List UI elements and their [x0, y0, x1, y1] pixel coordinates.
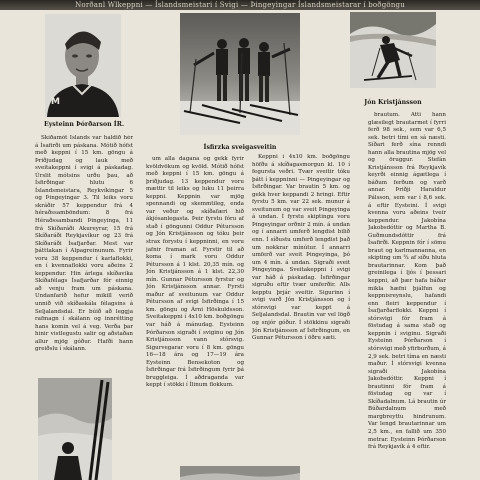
column-2-text: um alla dagana og gekk fyrir kvöldvökum og kvöld. Mótið hófst með keppni í 15 km. göngu á þriðjudag. 13 keppendur voru mættir til leiks og luku 11 þeirra keppni. Keppnin var mjög spennandi og skemmtileg, enda var veður og skíðafæri hið ákjósanlegasta. Þeir fyrstu fóru af stað í göngunni Oddur Pétursson og Jón Kristjánsson og tóku þeir strax forystu í keppninni, en voru jafnir framan af. Fyrstir til að koma í mark voru Oddur Pétursson á 1 klst. 20,35 mín. og Jón Kristjánsson á 1 klst. 22,30 mín. Gunnar Pétursson fyrstur og Jón Kristjánsson annar. Fyrsti maður af sveitunum var Oddur Pétursson af svigi Ísfirðinga í 15 km. göngu og Árni Höskuldsson. Sveitakeppni í 4x10 km. boðgöngu var háð á mánudag. Eysteinn Þórðarson sigraði í sviginu og Jón Kristjánsson vann stórsvig. Sigurvegarar voru í 8 km. göngu 16—18 ára og 17—19 ára Eysteinn Bensekoton og Ísfirðingar frá Ísfirðingum fyrir þá bruggleiga. Í aðdraganda var keppt í stökki í Ílinum flokkum. — [146, 156, 244, 389]
column-3-text: Keppni í 4x10 km. boðgöngu höfðu á skíðagasmorgun kl. 10 í fegursta veðri. Tvær sveitir tóku þátt í keppninni — Þingeyingar og Ísfirðingar. Var brautin 5 km. og gekk hver keppandi 2 hringi. Eftir fyrstu 5 km. var 22 sek. munur á sveitunum og var sveit Þingeyinga á undan. Í fyrstu skiptingu voru Þingeyingar orðnir 2 mín. á undan og í annarri umferð lengdist bilið enn. Í síðustu umferð lengdist það um nokkrar mínútur. Í annarri umferð var sveit Þingeyinga, þó um 4 mín. á undan. Sigraði sveit Þingeyinga. Sveitakeppni í svigi var háð á páskadag. Ísfirðingar sigruðu eftir tvær umferðir. Alls kepptu þrjár sveitir. Sigurinn í svigi varð Jón Kristjánsson og í stórsvigi var keppt á Seljalandsdal. Brautin var vel lögð og snjór góður. Í stökkinu sigraði Jón Kristjánsson af Ísfirðingum, en Gunnar Pétursson í öðru sæti. — [252, 154, 350, 342]
group-caption: Ísfirzka sveigasveitin — [203, 144, 277, 151]
page-headline: Norðanl Wlkeppni — Íslandsmeistari í Svigi — Þingeyingar Íslandsmeistarar í boðgöngu — [0, 0, 480, 10]
group-photo — [180, 13, 300, 135]
article-column-2 — [146, 156, 244, 468]
right-skier-caption: Jón Kristjánsson — [364, 99, 422, 106]
group-image — [180, 13, 300, 135]
article-column-1 — [35, 135, 133, 371]
column-1-text: Skíðamót Íslands var haldið hér á Ísafirði um páskana. Mótið hófst með keppni í 15 km. göngu á Þriðjudag og lauk með sveitakeppni í svigi á páskadag. Úrslit mótsins urðu þau, að Ísfirðingar hlutu 6 Íslandsmeistara, Reykvíkingar 5 og Þingeyingar 3. Til leiks voru skráðir 57 keppendur frá 4 héraðssamböndum: 8 frá Héraðssambandi Þingeyinga, 11 frá Skíðaráði Akureyrar, 15 frá Skíðaráði Reykjavíkur og 23 frá Skíðaráði Ísafjarðar. Mest var þátttakan í Alpagreinunum. Fyrir voru 38 keppendur í karlaflokki, en í kvennaflokki voru aðeins 2 keppendur. Hin árlega skíðavika Skíðafélags Ísafjarðar fór einnig að venju fram um páskana. Undanfarið hefur mikill verið unnið við skíðaskála félagsins á Seljalandsdal. Er búið að leggja rafmagn í skálann og innrétting hans komin vel á veg. Verða þar hinir vistlegustu salir og aðstaðan allur mjög góður. Hafði hann greiðslu í skálann. — [35, 135, 133, 353]
skis-image — [38, 378, 112, 480]
article-column-4 — [368, 112, 446, 480]
skis-photo — [38, 378, 112, 480]
sweater-letter: M — [51, 97, 60, 107]
article-column-3 — [252, 154, 350, 480]
column-4-text: brautum. Átti hann glæsilegt brautarmet í fyrri ferð 98 sek., sem var 6,5 sek. betri tími en sá næsti. Síðari ferð sína renndi hann alla brautina mjög vel og öruggur. Stefán Kristjánsson frá Reykjavík keyrði einnig ágætlega í báðum ferðum og varð annar. Þriðji Haraldur Pálsson, sem var í 8,6 sek. á eftir Eysteini. Í svigi kvenna voru aðeins tveir keppendur. Jakobína Jakobsdóttir og Martha B. Guðmundsdóttir frá Ísafirði. Keppnin fór í sömu braut og karlmannanna, en skipting um ¾ af síðu hluta brautarinnar. Kom það greinilega í ljós í þessari keppni, að þær hafa báðar mikla hæfni þjálfun og keppnisreynslu, hafandi enn fleiri keppendur í Ísafjarðarflokki. Keppni í stórsvigi fór fram á föstudag á sama stað og keppnin í sviginu. Sigraði Eysteinn Þórðarson í stórsvigi með yfirburðum, á 2,9 sek. betri tíma en næsti maður. Í stórsvigi kvenna sigraði Jakobína Jakobsdóttir. Keppni í brautinni fór fram á föstudag og var í Skíðadalnum. Lá brautin úr Búðardalnum með margbreyttu hindrunum. Var lengd brautarinnar um 2,5 km., en fallið um 350 metrar. Eysteinn Þórðarson frá Reykjavík á 4 eftir. — [368, 112, 446, 451]
right-skier-image — [350, 12, 436, 88]
portrait-caption: Eysteinn Þórðarson ÍR. — [43, 121, 124, 128]
right-skier-photo — [350, 12, 436, 88]
portrait-photo — [45, 14, 121, 117]
